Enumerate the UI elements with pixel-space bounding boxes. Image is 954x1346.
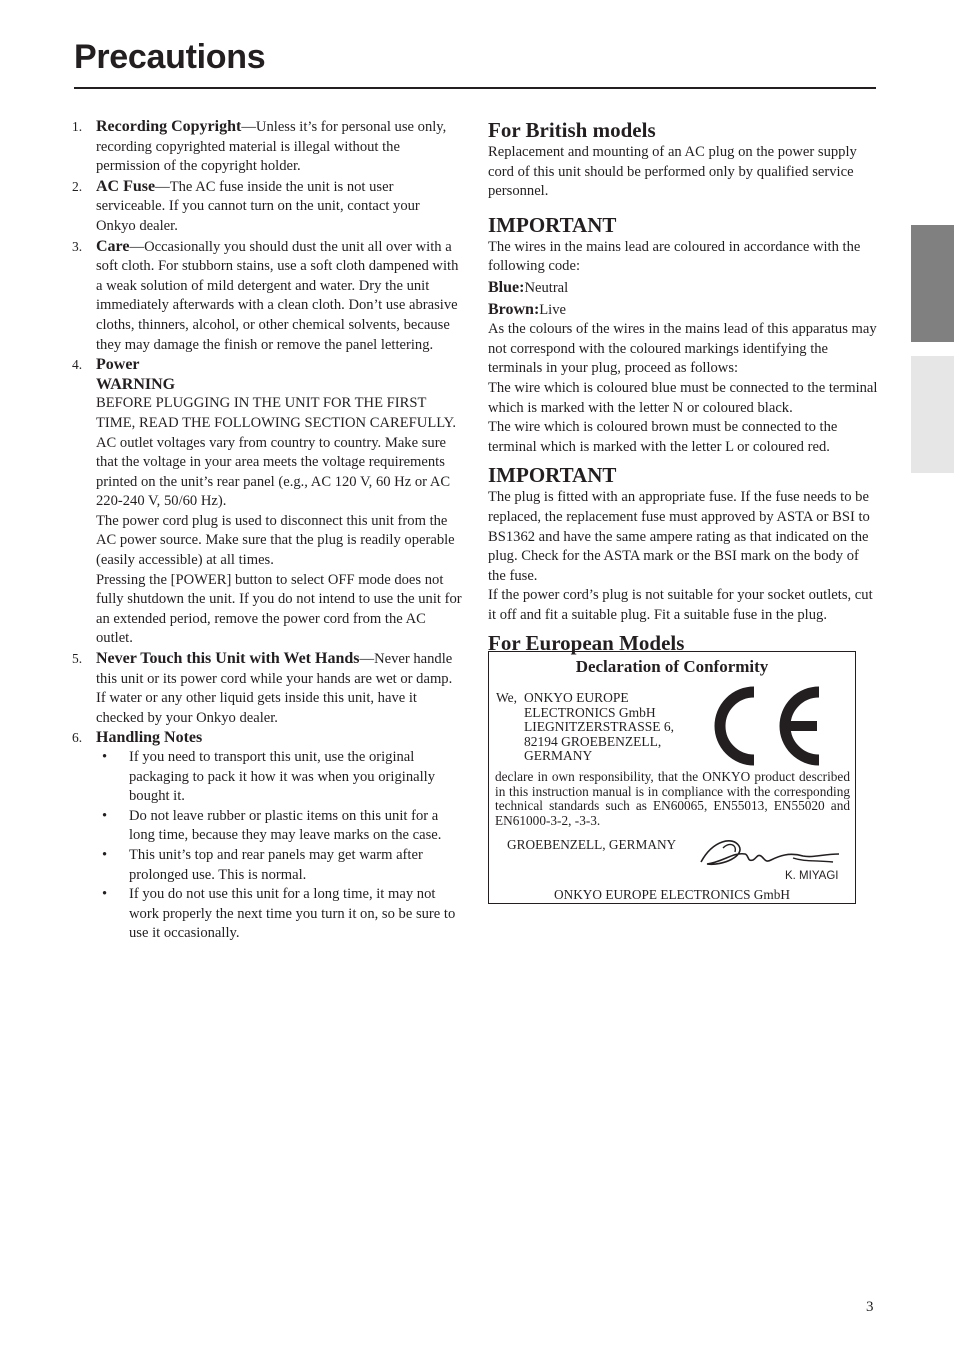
bullet-item: • Do not leave rubber or plastic items on this unit for a long time, because they may leave marks on the case. [102,807,442,844]
important-heading: IMPORTANT [488,212,617,237]
list-item: 2. AC Fuse—The AC fuse inside the unit is not user serviceable. If you cannot turn on the unit, contact your Onkyo dealer. [72,177,420,234]
list-item: 3. Care—Occasionally you should dust the unit all over with a soft cloth. For stubborn stains, use a soft cloth dampened with a weak solution of mild detergent and water. Dry the unit immediately afterwards with a clean cloth. Don’t use abrasive cloths, thinners, alcohol, or other chemical solvents, because they may damage the finish or remove the panel lettering. [72,237,459,353]
handling-notes-list [96,748,462,944]
bullet-item: • If you do not use this unit for a long time, it may not work properly the next time you turn it on, so be sure to use it occasionally. [102,886,456,942]
british-european-section: For British models Replacement and mounting of an AC plug on the power supply cord of this unit should be performed only by qualified service personnel. IMPORTANT The wires in the mains lead are coloured in accordance with the following code: Blue:Neutral Brown:Live As the colours of the wires in the mains lead of this apparatus may not correspond with the coloured markings identifying the terminals in your plug, proceed as follows: The wire which is coloured blue must be connected to the terminal which is marked with the letter N or coloured black. The wire which is coloured brown must be connected to the terminal which is marked with the letter L or coloured red. IMPORTANT The plug is fitted with an appropriate fuse. If the fuse needs to be replaced, the replacement fuse must approved by ASTA or BSI to BS1362 and have the same ampere rating as that indicated on the plug. Check for the ASTA mark or the BSI mark on the body of the fuse. If the power cord’s plug is not suitable for your socket outlets, cut it off and fit a suitable plug. Fit a suitable fuse in the plug. For European Models [488,117,880,656]
european-heading: For European Models [488,631,685,656]
section-tab-active [911,225,954,342]
title-rule [74,87,876,89]
page-title: Precautions [74,38,266,76]
signer-name: K. MIYAGI [785,870,839,882]
declaration-of-conformity: Declaration of Conformity We, ONKYO EUROPE ELECTRONICS GmbH LIEGNITZERSTRASSE 6, 82194 GROEBENZELL, GERMANY declare in own responsibility, that the ONKYO product described in this instruction manual is in compliance with the corresponding technical standards such as EN60065, EN55013, EN55020 and EN61000-3-2, -3-3. GROEBENZELL, GERMANY K. MIYAGI ONKYO EUROPE ELECTRONICS GmbH [488,651,856,904]
ce-mark-icon [709,682,829,770]
declaration-title: Declaration of Conformity [575,657,769,676]
warning-heading: WARNING [96,375,176,393]
bullet-item: • This unit’s top and rear panels may get warm after prolonged use. This is normal. [102,846,423,883]
british-heading: For British models [488,118,656,142]
page-number: 3 [866,1299,874,1315]
list-item: 6. Handling Notes [72,729,203,747]
precautions-list [72,117,462,944]
declaration-company: ONKYO EUROPE ELECTRONICS GmbH [553,887,791,902]
declaration-statement: declare in own responsibility, that the ONKYO product described in this instruction manual is in compliance with the corresponding technical standards such as EN60065, EN55013, EN55020 and EN61000-3-2, -3-3. [495,769,850,828]
list-item: 4. Power WARNING BEFORE PLUGGING IN THE UNIT FOR THE FIRST TIME, READ THE FOLLOWING SECTION CAREFULLY. AC outlet voltages vary from country to country. Make sure that the voltage in your area meets the voltage requirements printed on the unit’s rear panel (e.g., AC 120 V, 60 Hz or AC 220-240 V, 50/60 Hz). The power cord plug is used to disconnect this unit from the AC power source. Make sure that the plug is readily operable (easily accessible) at all times. Pressing the [POWER] button to select OFF mode does not fully shutdown the unit. If you do not intend to use the unit for an extended period, remove the power cord from the AC outlet. [72,356,462,647]
address-block: ONKYO EUROPE ELECTRONICS GmbH LIEGNITZERSTRASSE 6, 82194 GROEBENZELL, GERMANY [524,690,674,763]
signature-icon [693,832,843,874]
list-item: 5. Never Touch this Unit with Wet Hands—Never handle this unit or its power cord while your hands are wet or damp. If water or any other liquid gets inside this unit, have it checked by your Onkyo dealer. [72,650,453,726]
bullet-item: • If you need to transport this unit, use the original packaging to pack it how it was when you originally bought it. [102,749,435,805]
list-item: 1. Recording Copyright—Unless it’s for personal use only, recording copyrighted material is illegal without the permission of the copyright holder. [72,118,447,175]
declaration-place: GROEBENZELL, GERMANY [507,837,677,852]
section-tab [911,356,954,473]
important-heading: IMPORTANT [488,463,617,488]
